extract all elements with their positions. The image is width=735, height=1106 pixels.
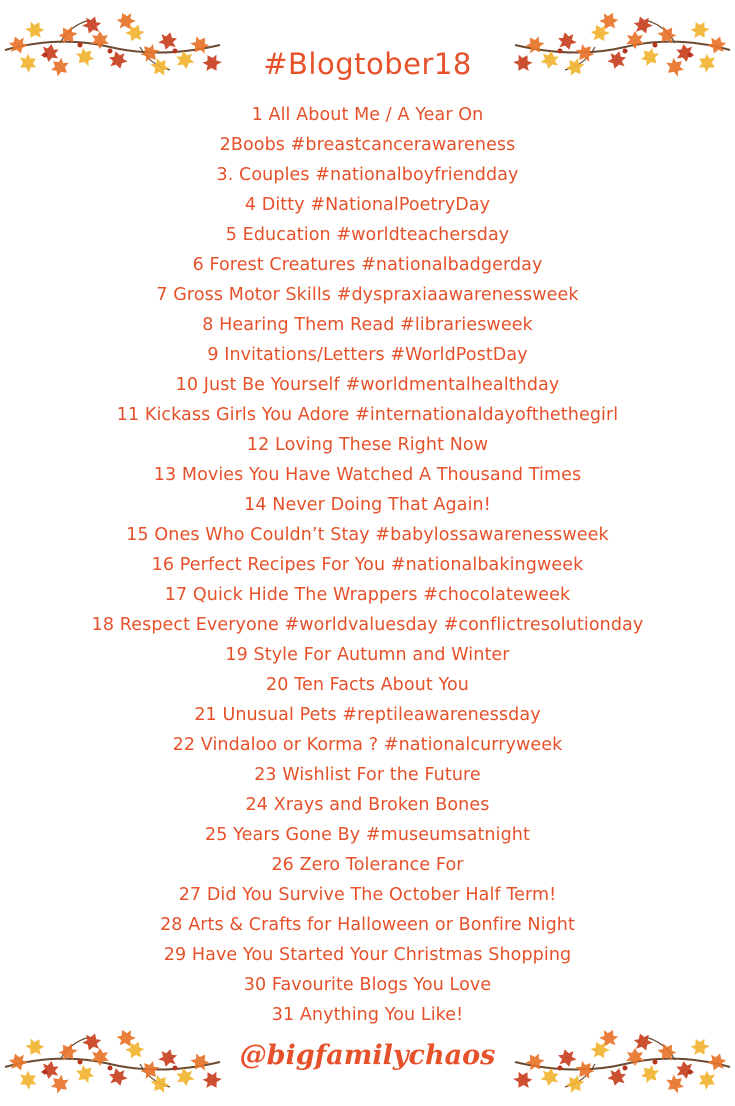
prompt-item: 20 Ten Facts About You bbox=[266, 675, 469, 695]
prompt-item: 23 Wishlist For the Future bbox=[254, 765, 481, 785]
prompt-item: 11 Kickass Girls You Adore #internationaldayofthethegirl bbox=[116, 405, 619, 425]
prompt-item: 30 Favourite Blogs You Love bbox=[243, 975, 492, 995]
prompt-item: 29 Have You Started Your Christmas Shopping bbox=[163, 945, 572, 965]
prompt-item: 12 Loving These Right Now bbox=[246, 435, 489, 455]
prompt-item: 16 Perfect Recipes For You #nationalbakingweek bbox=[151, 555, 584, 575]
prompt-item: 5 Education #worldteachersday bbox=[225, 225, 510, 245]
prompt-item: 4 Ditty #NationalPoetryDay bbox=[244, 195, 491, 215]
prompt-item: 31 Anything You Like! bbox=[271, 1005, 464, 1025]
prompt-item: 6 Forest Creatures #nationalbadgerday bbox=[192, 255, 543, 275]
prompt-item: 25 Years Gone By #museumsatnight bbox=[205, 825, 530, 845]
prompt-item: 7 Gross Motor Skills #dyspraxiaawarenessweek bbox=[156, 285, 579, 305]
prompt-item: 17 Quick Hide The Wrappers #chocolateweek bbox=[164, 585, 571, 605]
poster-title: #Blogtober18 bbox=[263, 47, 472, 81]
prompt-item: 19 Style For Autumn and Winter bbox=[225, 645, 510, 665]
prompt-item: 9 Invitations/Letters #WorldPostDay bbox=[207, 345, 528, 365]
prompt-item: 26 Zero Tolerance For bbox=[271, 855, 464, 875]
prompt-item: 21 Unusual Pets #reptileawarenessday bbox=[194, 705, 541, 725]
prompt-item: 3. Couples #nationalboyfriendday bbox=[216, 165, 519, 185]
prompt-item: 8 Hearing Them Read #librariesweek bbox=[202, 315, 533, 335]
prompt-item: 24 Xrays and Broken Bones bbox=[245, 795, 490, 815]
prompt-item: 14 Never Doing That Again! bbox=[244, 495, 491, 515]
prompt-item: 13 Movies You Have Watched A Thousand Times bbox=[153, 465, 582, 485]
prompt-item: 2Boobs #breastcancerawareness bbox=[219, 135, 516, 155]
prompt-item: 18 Respect Everyone #worldvaluesday #conflictresolutionday bbox=[91, 615, 644, 635]
prompt-item: 15 Ones Who Couldn’t Stay #babylossawarenessweek bbox=[126, 525, 609, 545]
prompt-item: 10 Just Be Yourself #worldmentalhealthday bbox=[175, 375, 560, 395]
prompt-item: 1 All About Me / A Year On bbox=[251, 105, 484, 125]
prompt-item: 22 Vindaloo or Korma ? #nationalcurryweek bbox=[172, 735, 563, 755]
prompt-list bbox=[0, 100, 735, 1030]
prompt-item: 28 Arts & Crafts for Halloween or Bonfire Night bbox=[160, 915, 575, 935]
prompt-item: 27 Did You Survive The October Half Term! bbox=[178, 885, 557, 905]
social-handle: @bigfamilychaos bbox=[239, 1040, 496, 1071]
